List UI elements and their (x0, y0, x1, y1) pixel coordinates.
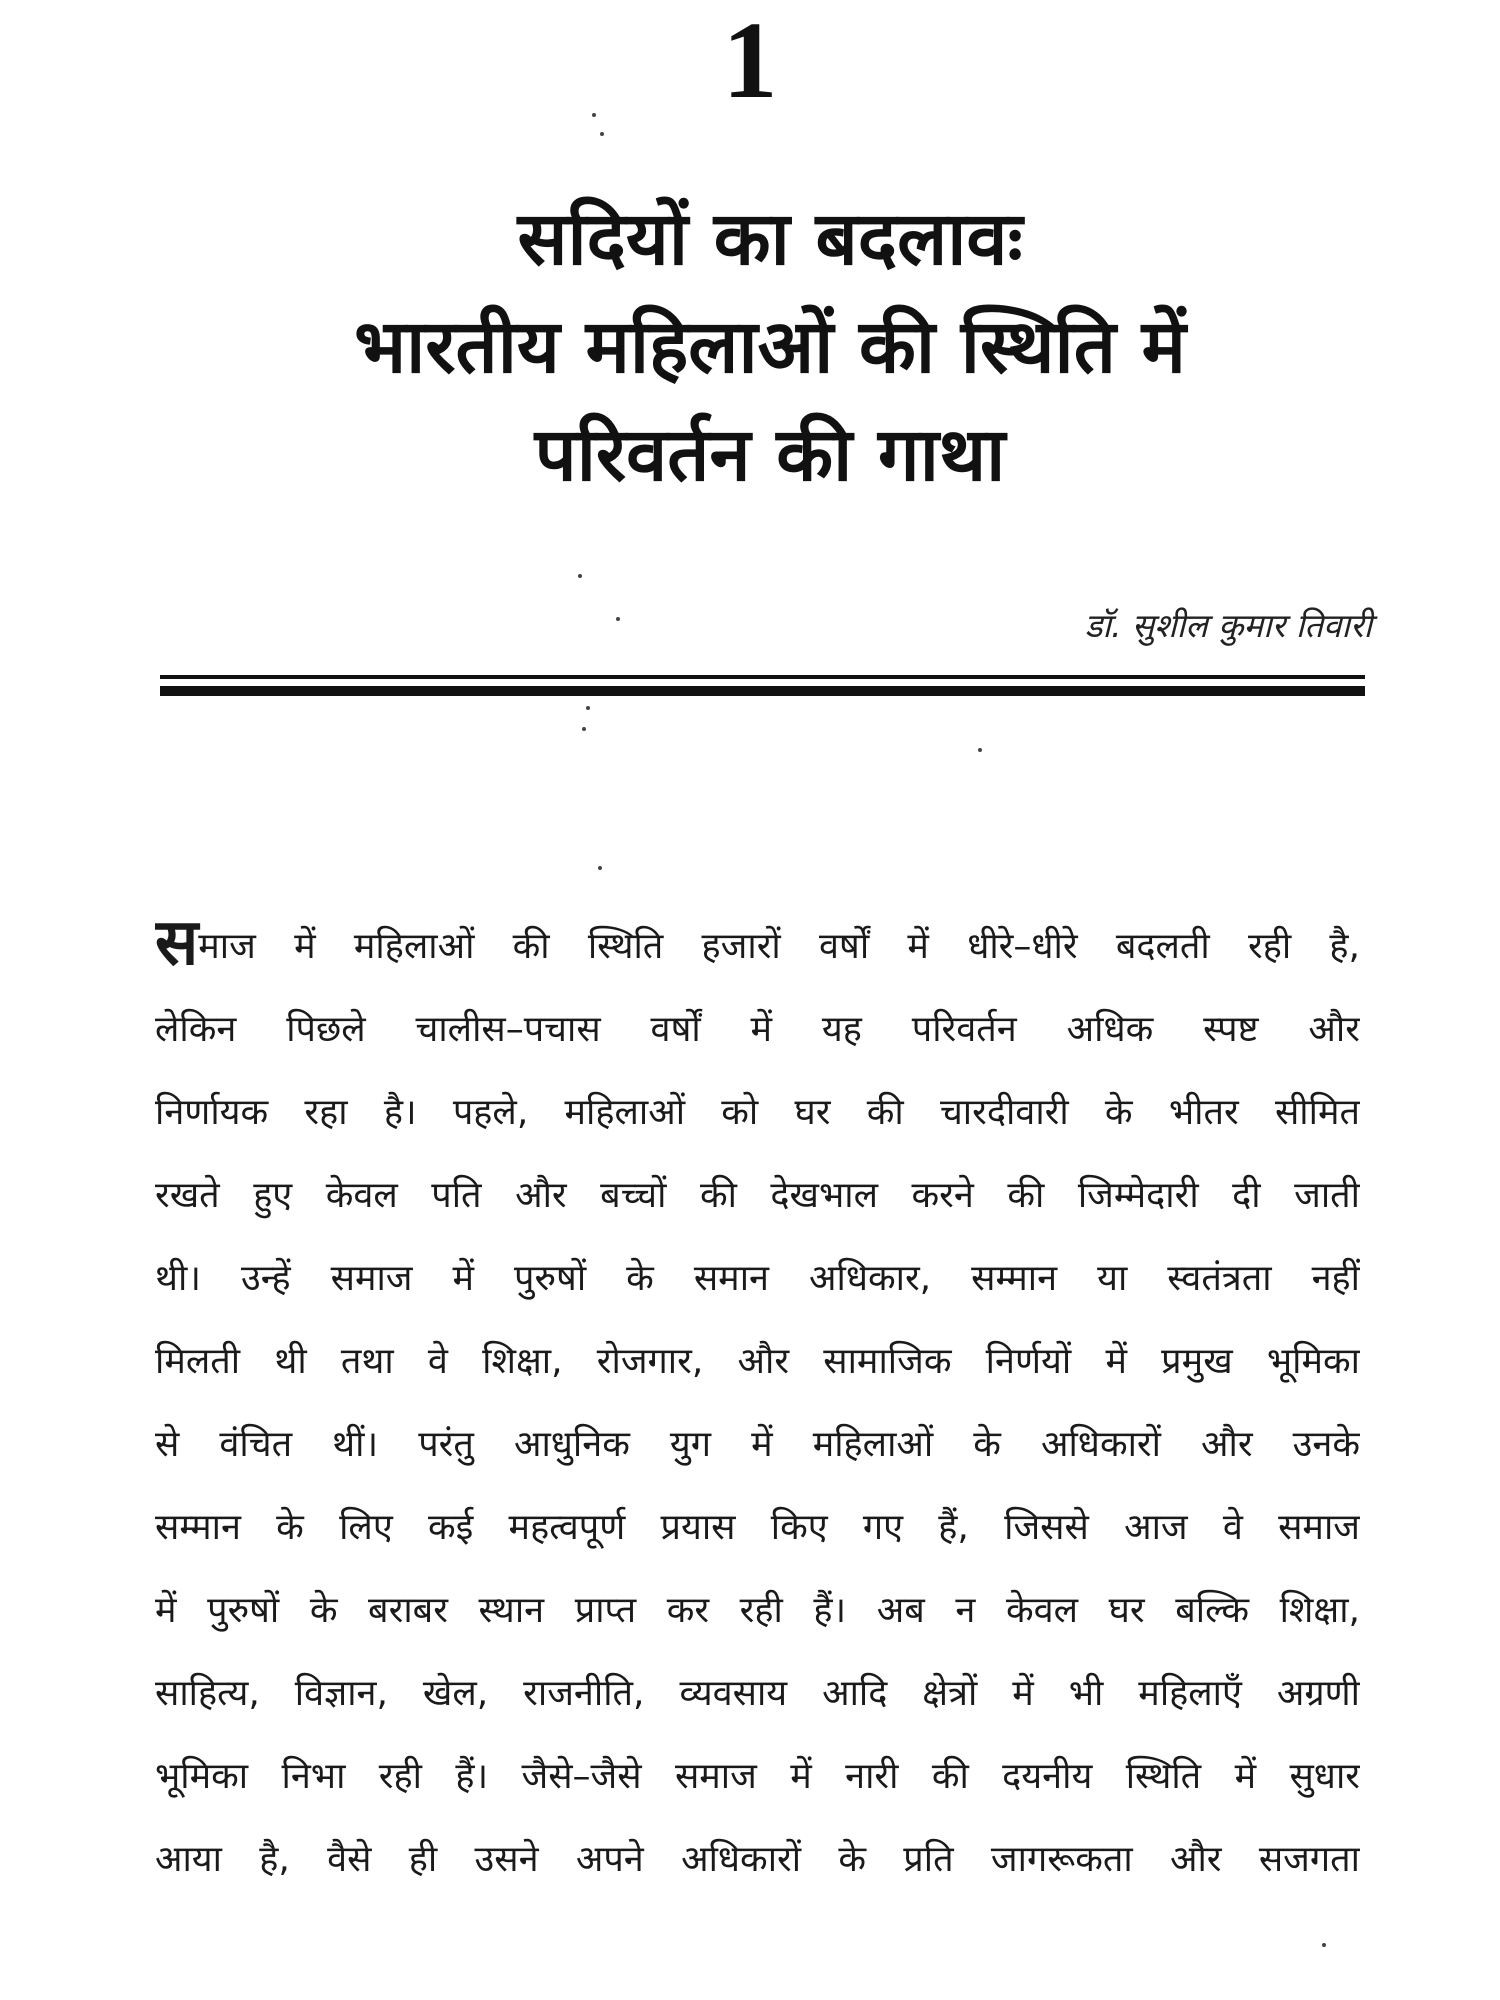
body-line: निर्णायक रहा है। पहले, महिलाओं को घर की चारदीवारी के भीतर सीमित (155, 1092, 1360, 1133)
body-line: भूमिका निभा रही हैं। जैसे–जैसे समाज में नारी की दयनीय स्थिति में सुधार (155, 1756, 1360, 1797)
body-line-text: माज में महिलाओं की स्थिति हजारों वर्षों में धीरे–धीरे बदलती रही है, (198, 926, 1360, 967)
divider-thin (160, 675, 1365, 679)
chapter-title-line: परिवर्तन की गाथा (534, 412, 1006, 498)
body-line: आया है, वैसे ही उसने अपने अधिकारों के प्रति जागरूकता और सजगता (155, 1839, 1360, 1880)
body-line: थी। उन्हें समाज में पुरुषों के समान अधिकार, सम्मान या स्वतंत्रता नहीं (155, 1258, 1360, 1299)
chapter-title-line: सदियों का बदलावः (517, 196, 1023, 282)
scan-speck (578, 574, 582, 578)
scan-speck (598, 866, 602, 870)
body-line: लेकिन पिछले चालीस–पचास वर्षों में यह परिवर्तन अधिक स्पष्ट और (155, 1009, 1360, 1050)
body-line: में पुरुषों के बराबर स्थान प्राप्त कर रही हैं। अब न केवल घर बल्कि शिक्षा, (155, 1590, 1360, 1631)
chapter-number: 1 (722, 0, 778, 121)
scan-speck (592, 113, 596, 117)
body-paragraph (155, 905, 1360, 1901)
author-name: डॉ. सुशील कुमार तिवारी (1084, 606, 1372, 645)
body-line: से वंचित थीं। परंतु आधुनिक युग में महिलाओं के अधिकारों और उनके (155, 1424, 1360, 1465)
body-line: रखते हुए केवल पति और बच्चों की देखभाल करने की जिम्मेदारी दी जाती (155, 1175, 1360, 1216)
scan-speck (1322, 1943, 1326, 1947)
drop-cap: स (155, 906, 199, 980)
scan-speck (616, 617, 620, 621)
scan-speck (600, 132, 604, 136)
body-line (155, 905, 1360, 988)
divider-thick (160, 686, 1365, 696)
body-line: सम्मान के लिए कई महत्वपूर्ण प्रयास किए गए हैं, जिससे आज वे समाज (155, 1507, 1360, 1548)
scan-speck (582, 727, 586, 731)
chapter-title-line: भारतीय महिलाओं की स्थिति में (354, 304, 1186, 390)
chapter-title (200, 185, 1340, 509)
scan-speck (978, 748, 982, 752)
scan-speck (586, 706, 590, 710)
body-line: मिलती थी तथा वे शिक्षा, रोजगार, और सामाजिक निर्णयों में प्रमुख भूमिका (155, 1341, 1360, 1382)
body-line: साहित्य, विज्ञान, खेल, राजनीति, व्यवसाय आदि क्षेत्रों में भी महिलाएँ अग्रणी (155, 1673, 1360, 1714)
